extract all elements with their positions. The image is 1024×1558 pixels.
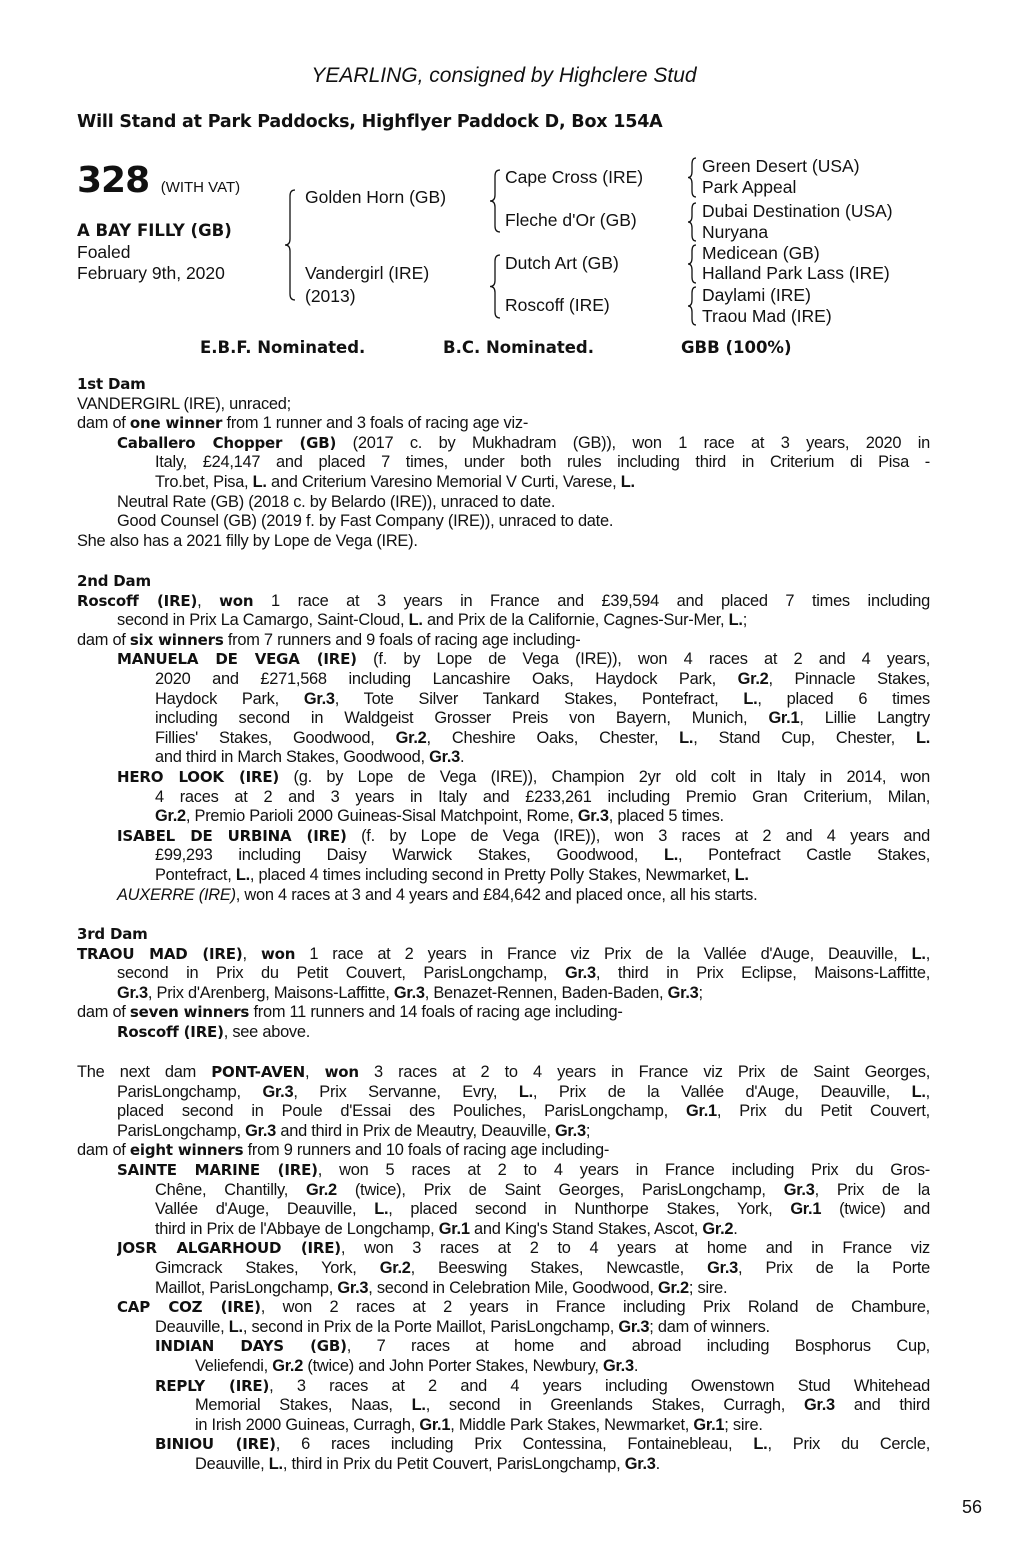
brace-icon: [490, 255, 500, 318]
text-run: , Benazet-Rennen, Baden-Baden,: [424, 983, 668, 1002]
text-run: 3 races at 2 to 4 years in France viz Prix de Saint Georges,: [358, 1063, 930, 1081]
pedigree-gen2: Roscoff (IRE): [505, 295, 610, 315]
text-run: ; sire.: [724, 1415, 763, 1434]
bold-heading-text: won: [219, 591, 254, 610]
text-run: (twice) and: [821, 1200, 930, 1219]
text-run: , Prix de la Porte: [738, 1258, 930, 1277]
first-dam-section: [77, 375, 930, 551]
race-grade: Gr.3: [602, 1356, 634, 1375]
text-line: [117, 1023, 930, 1043]
text-run: , Premio Parioli 2000 Guineas-Sisal Matchpoint, Rome,: [185, 807, 578, 826]
text-line: [117, 512, 930, 532]
brace-icon: [688, 158, 696, 197]
bold-heading-text: SAINTE MARINE (IRE): [117, 1160, 318, 1179]
race-grade: Gr.2: [272, 1356, 304, 1375]
text-run: ; sire.: [688, 1278, 728, 1297]
bold-heading-text: seven winners: [129, 1003, 250, 1022]
text-run: from 11 runners and 14 foals of racing age including-: [249, 1003, 623, 1022]
text-line: [195, 1455, 930, 1475]
text-run: , placed 4 times including second in Pretty Polly Stakes, Newmarket,: [249, 865, 735, 884]
text-run: She also has a 2021 filly by Lope de Vega (IRE).: [77, 531, 418, 550]
text-run: (2017 c. by Mukhadram (GB)), won 1 race at 3 years, 2020 in: [336, 433, 930, 452]
bold-heading-text: TRAOU MAD (IRE): [77, 944, 243, 963]
bold-heading-text: Caballero Chopper (GB): [117, 433, 337, 452]
text-run: The next dam: [77, 1063, 212, 1081]
foaled-label: Foaled: [77, 242, 131, 262]
pedigree-sire: Golden Horn (GB): [305, 187, 447, 207]
italic-text: AUXERRE (IRE): [117, 885, 236, 904]
text-run: ,: [925, 1082, 930, 1101]
text-run: , won 2 races at 2 years in France including Prix Roland de Chambure,: [260, 1298, 930, 1317]
race-grade: L.: [374, 1200, 389, 1219]
text-line: [155, 453, 930, 473]
brace-icon: [490, 170, 500, 232]
brace-icon: [688, 203, 696, 241]
text-run: , second in Celebration Mile, Goodwood,: [368, 1278, 659, 1297]
gbb-status: GBB (100%): [681, 338, 792, 357]
text-run: ; dam of winners.: [649, 1317, 770, 1336]
race-grade: Gr.1: [768, 709, 800, 728]
text-run: including second in Waldgeist Grosser Preis von Bayern, Munich,: [155, 709, 769, 728]
text-line: [117, 1239, 930, 1259]
bold-heading-text: won: [260, 944, 296, 963]
pedigree-gen3: Halland Park Lass (IRE): [702, 263, 890, 283]
text-run: and King's Stand Stakes, Ascot,: [469, 1219, 703, 1238]
text-line: [195, 1396, 930, 1416]
race-grade: L.: [268, 1454, 283, 1473]
text-line: [155, 1337, 930, 1357]
text-run: ;: [698, 983, 703, 1002]
race-grade: Gr.3: [393, 983, 425, 1002]
text-run: , Prix d'Arenberg, Maisons-Laffitte,: [147, 983, 394, 1002]
bold-heading-text: REPLY (IRE): [155, 1376, 270, 1395]
text-line: [77, 1003, 930, 1023]
pedigree-dam: Vandergirl (IRE): [305, 263, 430, 283]
text-line: [117, 650, 930, 670]
text-run: (f. by Lope de Vega (IRE)), won 4 races at 2 and 4 years,: [356, 650, 930, 669]
race-grade: Gr.1: [685, 1102, 717, 1121]
foaled-date: February 9th, 2020: [77, 263, 225, 283]
race-grade: Gr.2: [702, 1219, 734, 1238]
text-run: , 7 races at home and abroad including Bosphorus Cup,: [346, 1337, 930, 1356]
text-run: dam of: [77, 1003, 130, 1022]
text-run: from 9 runners and 10 foals of racing age including-: [243, 1141, 610, 1160]
text-run: ;: [742, 611, 748, 630]
text-run: dam of: [77, 414, 130, 433]
text-line: [77, 631, 930, 651]
race-grade: L.: [408, 611, 423, 630]
text-run: , third in Prix du Petit Couvert, ParisLongchamp,: [282, 1454, 625, 1473]
race-grade: L.: [679, 728, 694, 747]
text-line: [155, 1259, 930, 1279]
text-run: and Criterium Varesino Memorial V Curti, Varese,: [266, 472, 621, 491]
text-line: [155, 1200, 930, 1220]
race-grade: Gr.2: [155, 807, 186, 826]
text-run: Deauville,: [195, 1454, 269, 1473]
race-grade: Gr.3: [804, 1396, 835, 1415]
brace-icon: [285, 190, 295, 300]
race-grade: Gr.3: [624, 1454, 656, 1473]
text-run: ;: [585, 1121, 591, 1140]
text-run: , placed second in Nunthorpe Stakes, York,: [388, 1200, 791, 1219]
pedigree-braces: [0, 0, 1024, 340]
text-run: Tro.bet, Pisa,: [155, 472, 253, 491]
brace-icon: [688, 287, 696, 325]
bold-heading-text: CAP COZ (IRE): [117, 1298, 261, 1317]
text-line: [77, 1063, 930, 1083]
race-grade: Gr.2: [379, 1258, 411, 1277]
text-run: , placed 5 times.: [608, 807, 724, 826]
text-line: [117, 1083, 930, 1103]
text-run: , see above.: [223, 1022, 311, 1041]
race-grade: L.: [753, 1435, 768, 1454]
text-line: [117, 827, 930, 847]
text-line: [155, 1181, 930, 1201]
text-line: [155, 866, 930, 886]
text-run: , Tote Silver Tankard Stakes, Pontefract,: [334, 689, 744, 708]
bold-heading-text: HERO LOOK (IRE): [117, 767, 280, 786]
text-run: and third in Prix de Meautry, Deauville,: [276, 1121, 555, 1140]
race-grade: Gr.3: [577, 807, 609, 826]
text-run: Veliefendi,: [195, 1356, 273, 1375]
text-run: 1 race at 2 years in France viz Prix de la Vallée d'Auge, Deauville,: [295, 944, 912, 963]
pedigree-gen2: Cape Cross (IRE): [505, 167, 644, 187]
text-run: ,: [242, 944, 261, 963]
pedigree-gen3: Medicean (GB): [702, 243, 820, 263]
pedigree-gen2: Dutch Art (GB): [505, 253, 619, 273]
text-run: second in Prix du Petit Couvert, ParisLongchamp,: [117, 964, 565, 983]
race-grade: Gr.3: [262, 1082, 294, 1101]
text-run: .: [460, 748, 465, 767]
race-grade: L.: [518, 1082, 533, 1101]
text-line: [77, 532, 930, 552]
text-run: ParisLongchamp,: [117, 1082, 263, 1101]
text-run: 2020 and £271,568 including Lancashire Oaks, Haydock Park,: [155, 669, 738, 688]
text-line: [155, 1377, 930, 1397]
text-run: , Pinnacle Stakes,: [768, 669, 930, 688]
text-line: [77, 572, 930, 592]
text-run: Memorial Stakes, Naas,: [195, 1396, 412, 1415]
text-run: .: [733, 1219, 738, 1238]
race-grade: L.: [252, 472, 267, 491]
third-dam-section: [77, 925, 930, 1043]
text-run: ,: [305, 1063, 325, 1081]
text-line: [155, 473, 930, 493]
race-grade: Gr.3: [303, 689, 335, 708]
race-grade: Gr.1: [438, 1219, 470, 1238]
race-grade: Gr.1: [693, 1415, 725, 1434]
text-run: , won 4 races at 3 and 4 years and £84,642 and placed once, all his starts.: [235, 885, 758, 904]
text-run: , Prix du Petit Couvert,: [716, 1102, 930, 1121]
pedigree-gen3: Park Appeal: [702, 177, 797, 197]
race-grade: L.: [620, 472, 635, 491]
bold-heading-text: BINIOU (IRE): [155, 1435, 276, 1454]
race-grade: L.: [228, 1317, 243, 1336]
text-run: ,: [925, 944, 930, 963]
race-grade: L.: [235, 865, 250, 884]
text-run: second in Prix La Camargo, Saint-Cloud,: [117, 611, 409, 630]
text-run: , Beeswing Stakes, Newcastle,: [410, 1258, 708, 1277]
race-grade: L.: [411, 1396, 426, 1415]
text-run: Good Counsel (GB) (2019 f. by Fast Company (IRE)), unraced to date.: [117, 512, 614, 531]
text-run: Fillies' Stakes, Goodwood,: [155, 728, 396, 747]
text-run: dam of: [77, 630, 130, 649]
text-run: Vallée d'Auge, Deauville,: [155, 1200, 375, 1219]
text-line: [155, 846, 930, 866]
text-line: [77, 1141, 930, 1161]
pedigree-gen3: Nuryana: [702, 222, 769, 242]
race-grade: Gr.3: [783, 1180, 815, 1199]
stand-location: Will Stand at Park Paddocks, Highflyer Paddock D, Box 154A: [77, 112, 663, 132]
text-run: from 7 runners and 9 foals of racing age including-: [223, 630, 581, 649]
race-grade: Gr.3: [245, 1121, 277, 1140]
lot-number-value: 328: [77, 160, 150, 201]
text-run: , Stand Cup, Chester,: [693, 728, 916, 747]
text-run: £99,293 including Daisy Warwick Stakes, Goodwood,: [155, 846, 664, 865]
page-title: YEARLING, consigned by Highclere Stud: [311, 64, 697, 87]
race-grade: Gr.2: [395, 728, 427, 747]
text-run: , Lillie Langtry: [799, 709, 930, 728]
race-grade: L.: [743, 689, 758, 708]
text-line: [117, 1298, 930, 1318]
text-run: , Middle Park Stakes, Newmarket,: [450, 1415, 694, 1434]
bold-heading-text: won: [324, 1063, 359, 1081]
pedigree-gen3: Dubai Destination (USA): [702, 201, 893, 221]
race-grade: Gr.3: [117, 983, 148, 1002]
text-run: , second in Greenlands Stakes, Curragh,: [425, 1396, 805, 1415]
text-run: , placed 6 times: [757, 689, 930, 708]
race-grade: Gr.3: [667, 983, 699, 1002]
text-run: placed second in Poule d'Essai des Pouliches, ParisLongchamp,: [117, 1102, 686, 1121]
race-grade: L.: [911, 1082, 926, 1101]
text-run: Gimcrack Stakes, York,: [155, 1258, 380, 1277]
text-run: and Prix de la Californie, Cagnes-Sur-Mer,: [422, 611, 729, 630]
text-line: [155, 690, 930, 710]
bold-heading-text: INDIAN DAYS (GB): [155, 1337, 347, 1356]
text-run: , Prix de la: [814, 1180, 930, 1199]
text-run: Pontefract,: [155, 865, 236, 884]
text-line: [117, 1102, 930, 1122]
text-run: VANDERGIRL (IRE), unraced;: [77, 394, 291, 413]
text-run: , third in Prix Eclipse, Maisons-Laffitte,: [595, 964, 930, 983]
pedigree-dam-year: (2013): [305, 286, 356, 306]
text-run: ,: [197, 591, 220, 610]
text-run: (g. by Lope de Vega (IRE)), Champion 2yr old colt in Italy in 2014, won: [279, 767, 930, 786]
text-line: [155, 1318, 930, 1338]
text-run: , Prix de la Vallée d'Auge, Deauville,: [532, 1082, 912, 1101]
horse-name: A BAY FILLY (GB): [77, 221, 232, 240]
race-grade: Gr.1: [419, 1415, 451, 1434]
text-run: and third in March Stakes, Goodwood,: [155, 748, 430, 767]
bold-heading-text: 1st Dam: [77, 375, 146, 393]
bold-heading-text: one winner: [129, 414, 223, 433]
text-run: , Pontefract Castle Stakes,: [678, 846, 930, 865]
bold-heading-text: Roscoff (IRE): [77, 591, 198, 610]
text-run: , Prix du Cercle,: [767, 1435, 930, 1454]
text-run: , 3 races at 2 and 4 years including Owenstown Stud Whitehead: [269, 1376, 930, 1395]
bold-heading-text: eight winners: [129, 1141, 244, 1160]
pedigree-gen3: Daylami (IRE): [702, 285, 811, 305]
text-line: [155, 1279, 930, 1299]
text-run: Neutral Rate (GB) (2018 c. by Belardo (IRE)), unraced to date.: [117, 492, 556, 511]
text-run: from 1 runner and 3 foals of racing age viz-: [222, 414, 529, 433]
text-line: [155, 670, 930, 690]
text-run: Deauville,: [155, 1317, 229, 1336]
text-line: [155, 709, 930, 729]
text-run: .: [655, 1454, 660, 1473]
race-grade: L.: [728, 611, 743, 630]
text-line: [195, 1416, 930, 1436]
race-grade: Gr.3: [618, 1317, 650, 1336]
vat-note: (WITH VAT): [160, 179, 241, 196]
race-grade: Gr.2: [305, 1180, 337, 1199]
bold-heading-text: six winners: [129, 630, 224, 649]
text-run: , won 5 races at 2 to 4 years in France including Prix du Gros-: [317, 1160, 930, 1179]
text-line: [77, 945, 930, 965]
text-line: [117, 611, 930, 631]
text-line: [195, 1357, 930, 1377]
text-line: [117, 1122, 930, 1142]
race-grade: Gr.3: [554, 1121, 586, 1140]
text-run: (f. by Lope de Vega (IRE)), won 3 races at 2 and 4 years and: [346, 826, 930, 845]
bold-heading-text: Roscoff (IRE): [117, 1022, 224, 1041]
text-run: Chêne, Chantilly,: [155, 1180, 306, 1199]
text-line: [117, 984, 930, 1004]
text-run: , won 3 races at 2 to 4 years at home and in France viz: [340, 1239, 930, 1258]
race-grade: Gr.3: [429, 748, 461, 767]
pedigree-gen3: Traou Mad (IRE): [702, 306, 832, 326]
text-run: dam of: [77, 1141, 130, 1160]
pedigree-gen3: Green Desert (USA): [702, 156, 860, 176]
text-run: third in Prix de l'Abbaye de Longchamp,: [155, 1219, 439, 1238]
text-run: and third: [834, 1396, 930, 1415]
text-line: [155, 748, 930, 768]
text-line: [155, 1220, 930, 1240]
text-run: (twice) and John Porter Stakes, Newbury,: [303, 1356, 603, 1375]
text-run: Haydock Park,: [155, 689, 304, 708]
text-line: [77, 592, 930, 612]
text-line: [117, 493, 930, 513]
bold-heading-text: MANUELA DE VEGA (IRE): [117, 650, 357, 669]
text-line: [155, 807, 930, 827]
text-line: [155, 1435, 930, 1455]
text-line: [117, 768, 930, 788]
text-line: [77, 395, 930, 415]
page-number: 56: [962, 1497, 983, 1517]
text-run: .: [633, 1356, 639, 1375]
race-grade: L.: [734, 865, 749, 884]
second-dam-section: [77, 572, 930, 905]
text-line: [117, 964, 930, 984]
text-run: , 6 races including Prix Contessina, Fontainebleau,: [275, 1435, 754, 1454]
text-line: [77, 414, 930, 434]
race-grade: Gr.3: [707, 1258, 739, 1277]
brace-icon: [688, 245, 696, 283]
pedigree-gen2: Fleche d'Or (GB): [505, 210, 637, 230]
text-line: [155, 788, 930, 808]
next-dam-section: [77, 1063, 930, 1474]
text-line: [117, 886, 930, 906]
ebf-nomination: E.B.F. Nominated.: [200, 338, 366, 357]
text-run: , second in Prix de la Porte Maillot, ParisLongchamp,: [242, 1317, 619, 1336]
text-run: Italy, £24,147 and placed 7 times, under both rules including third in Criterium di Pisa -: [155, 453, 930, 472]
bold-heading-text: JOSR ALGARHOUD (IRE): [117, 1239, 341, 1258]
race-grade: Gr.2: [658, 1278, 689, 1297]
text-line: [77, 925, 930, 945]
race-grade: Gr.3: [564, 964, 596, 983]
text-line: [117, 434, 930, 454]
text-run: , Prix Servanne, Evry,: [293, 1082, 519, 1101]
text-run: in Irish 2000 Guineas, Curragh,: [195, 1415, 420, 1434]
bold-heading-text: ISABEL DE URBINA (IRE): [117, 826, 347, 845]
bold-heading-text: 3rd Dam: [77, 925, 148, 943]
race-grade: Gr.3: [337, 1278, 369, 1297]
text-run: 4 races at 2 and 3 years in Italy and £233,261 including Premio Gran Criterium, Milan,: [155, 787, 930, 806]
race-grade: L.: [911, 944, 926, 963]
race-grade: L.: [663, 846, 679, 865]
bc-nomination: B.C. Nominated.: [443, 338, 594, 357]
text-line: [117, 1161, 930, 1181]
text-line: [77, 375, 930, 395]
bold-heading-text: PONT-AVEN: [211, 1063, 306, 1081]
text-line: [155, 729, 930, 749]
text-run: ParisLongchamp,: [117, 1121, 246, 1140]
text-run: Maillot, ParisLongchamp,: [155, 1278, 338, 1297]
race-grade: L.: [915, 728, 930, 747]
text-run: 1 race at 3 years in France and £39,594 and placed 7 times including: [253, 591, 930, 610]
text-run: (twice), Prix de Saint Georges, ParisLongchamp,: [336, 1180, 784, 1199]
text-run: , Cheshire Oaks, Chester,: [426, 728, 680, 747]
race-grade: Gr.2: [737, 669, 769, 688]
bold-heading-text: 2nd Dam: [77, 572, 151, 590]
race-grade: Gr.1: [790, 1200, 822, 1219]
